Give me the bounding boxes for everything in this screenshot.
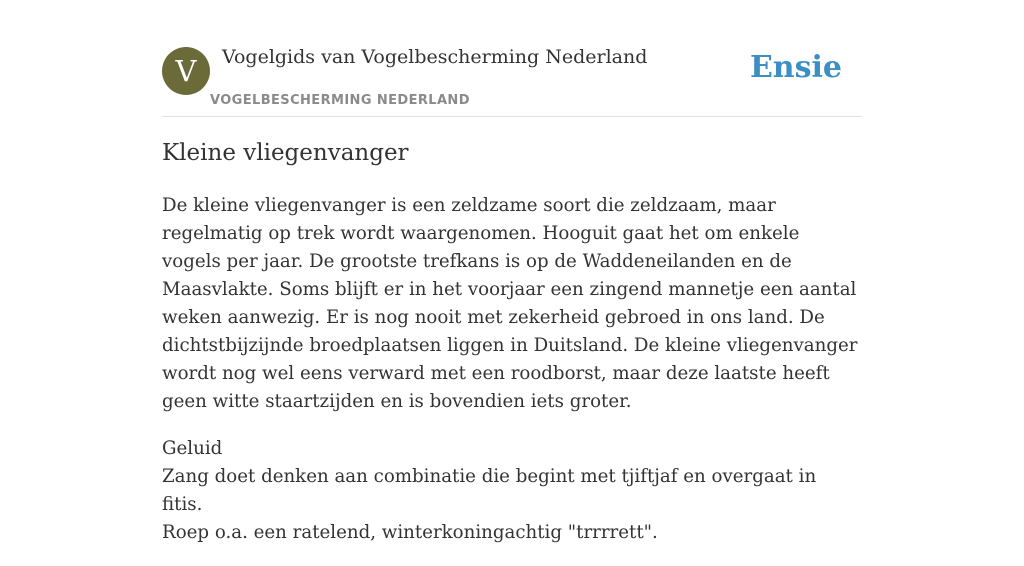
section-text-song: Zang doet denken aan combinatie die begint met tjiftjaf en overgaat in fitis. — [162, 466, 817, 515]
article-paragraph: De kleine vliegenvanger is een zeldzame soort die zeldzaam, maar regelmatig op trek wordt waargenomen. Hooguit gaat het om enkele vogels per jaar. De grootste trefkans is op de Waddeneilanden en de Maasvlakte. Soms blijft er in het voorjaar een zingend mannetje een aantal weken aanwezig. Er is nog nooit met zekerheid gebroed in ons land. De dichtstbijzijnde broedplaatsen liggen in Duitsland. De kleine vliegenvanger wordt nog wel eens verward met een roodborst, maar deze laatste heeft geen witte staartzijden en is bovendien iets groter. — [162, 195, 858, 412]
source-organization-link[interactable]: VOGELBESCHERMING NEDERLAND — [210, 93, 470, 108]
sound-section — [162, 435, 862, 547]
ensie-logo[interactable]: Ensie — [749, 50, 842, 85]
article-container — [162, 0, 862, 543]
section-text-call: Roep o.a. een ratelend, winterkoningachtig "trrrrett". — [162, 522, 658, 543]
section-heading-sound: Geluid — [162, 438, 223, 459]
avatar[interactable]: V — [162, 47, 210, 95]
source-header — [162, 0, 862, 117]
source-title-link[interactable]: Vogelgids van Vogelbescherming Nederland — [222, 46, 648, 68]
article-title: Kleine vliegenvanger — [162, 140, 409, 166]
article-body — [162, 192, 862, 566]
